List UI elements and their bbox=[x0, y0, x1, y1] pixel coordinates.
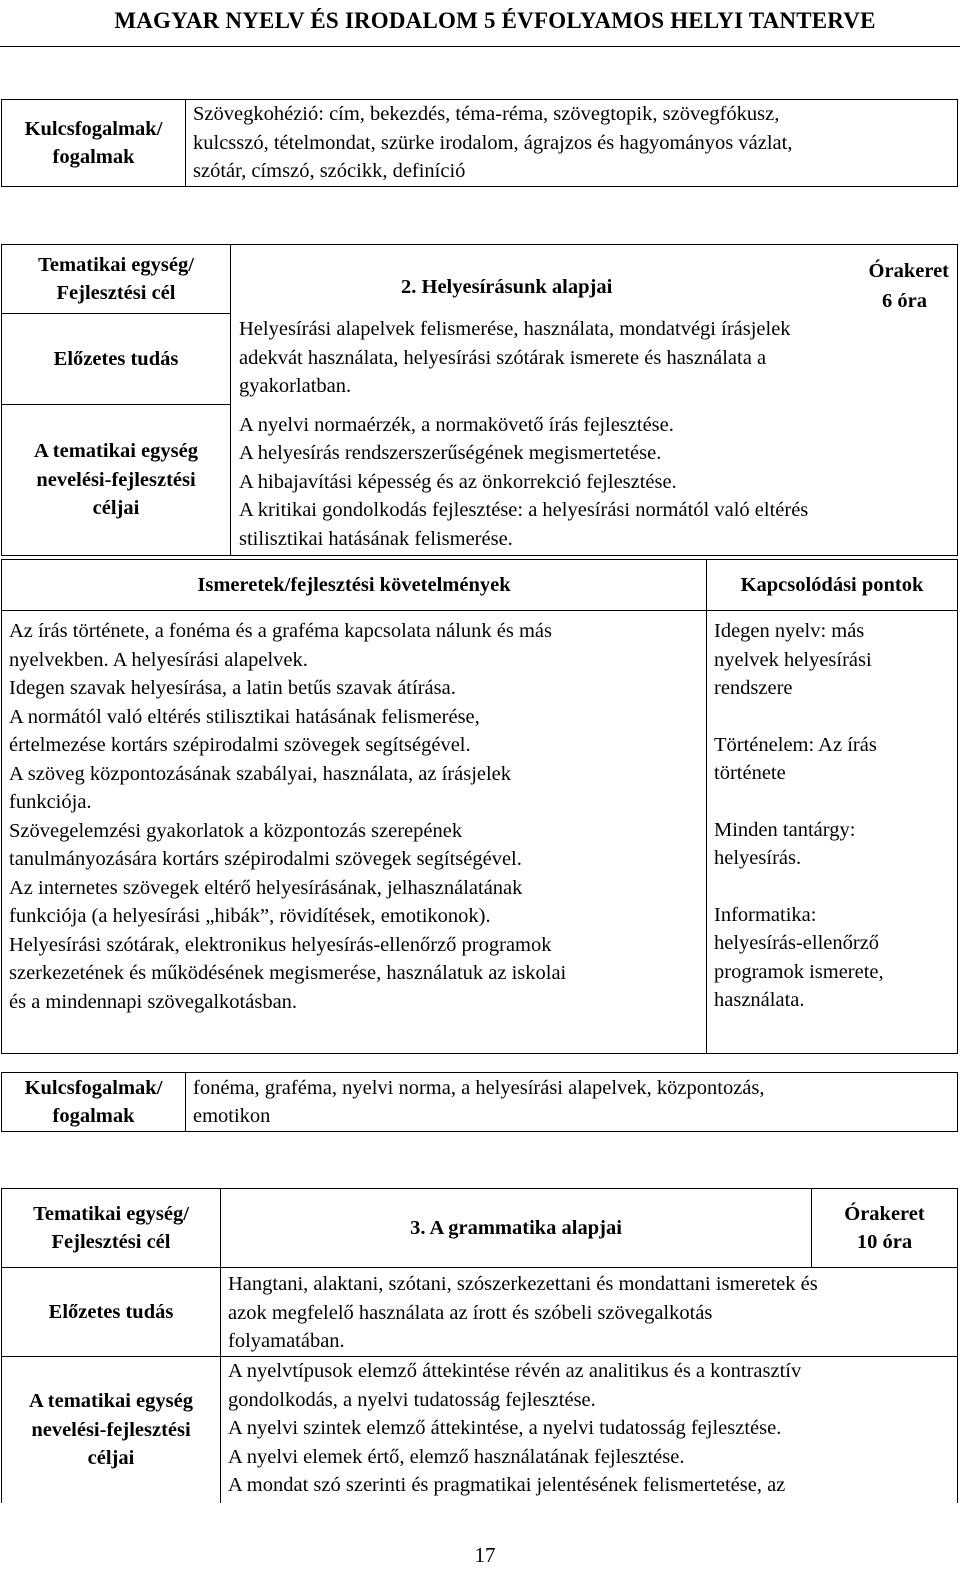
hours-value: 6 óra bbox=[882, 290, 927, 312]
goals-label: A tematikai egység nevelési-fejlesztési céljai bbox=[2, 1357, 221, 1504]
hours-value: 10 óra bbox=[856, 1231, 913, 1253]
prior-knowledge-text: Hangtani, alaktani, szótani, szószerkezettani és mondattani ismeretek és azok megfelelő használata az írott és szóbeli szövegalkotás folyamatában. bbox=[221, 1268, 958, 1357]
document-header-title: MAGYAR NYELV ÉS IRODALOM 5 ÉVFOLYAMOS HELYI TANTERVE bbox=[114, 8, 876, 33]
page-number: 17 bbox=[474, 1543, 496, 1567]
connection-all-subjects: Minden tantárgy: helyesírás. bbox=[714, 818, 856, 869]
requirements-text: Az írás története, a fonéma és a graféma kapcsolata nálunk és más nyelvekben. A helyesírási alapelvek. Idegen szavak helyesírása, a latin betűs szavak átírása. A normától való eltérés stilisztikai hatásának felismerése, értelmezése kortárs szépirodalmi szövegek segítségével. A szöveg központozásának szabályai, használata, az írásjelek funkciója. Szövegelemzési gyakorlatok a központozás szerepének tanulmányozására kortárs szépirodalmi szövegek segítségével. Az internetes szövegek eltérő helyesírásának, jelhasználatának funkciója (a helyesírási „hibák”, rövidítések, emotikonok). Helyesírási szótárak, elektronikus helyesírás-ellenőrző programok szerkezetének és működésének megismerése, használatuk az iskolai és a mindennapi szövegalkotásban. bbox=[2, 611, 707, 1054]
prior-knowledge-label: Előzetes tudás bbox=[2, 1268, 221, 1357]
prior-knowledge-text: Helyesírási alapelvek felismerése, használata, mondatvégi írásjelek adekvát használata, helyesírási szótárak ismerete és használata a gyakorlatban. bbox=[239, 318, 791, 397]
thematic-unit-table-3 bbox=[1, 1188, 958, 1503]
connections-text bbox=[707, 611, 958, 1054]
connections-header: Kapcsolódási pontok bbox=[707, 560, 958, 611]
hours-label: Órakeret bbox=[868, 260, 949, 282]
connection-foreign-language: Idegen nyelv: más nyelvek helyesírási rendszere bbox=[714, 620, 872, 699]
goals-label: A tematikai egység nevelési-fejlesztési céljai bbox=[2, 405, 231, 556]
keywords-table-1 bbox=[1, 99, 958, 187]
hours-label: Órakeret bbox=[844, 1202, 925, 1225]
unit-content bbox=[231, 245, 958, 556]
connection-history: Történelem: Az írás története bbox=[714, 733, 877, 784]
keywords-table-2 bbox=[1, 1072, 958, 1132]
keywords-text: Szövegkohézió: cím, bekezdés, téma-réma, szövegtopik, szövegfókusz, kulcsszó, tételmondat, szürke irodalom, ágrajzos és hagyományos vázlat, szótár, címszó, szócikk, definíció bbox=[186, 100, 958, 187]
goals-text: A nyelvi normaérzék, a normakövető írás fejlesztése. A helyesírás rendszerszerűségének megismertetése. A hibajavítási képesség és az önkorrekció fejlesztése. A kritikai gondolkodás fejlesztése: a helyesírási normától való eltérés stilisztikai hatásának felismerése. bbox=[239, 413, 809, 550]
connection-informatics: Informatika: helyesírás-ellenőrző programok ismerete, használata. bbox=[714, 903, 884, 1011]
keywords-label: Kulcsfogalmak/ fogalmak bbox=[2, 100, 186, 187]
requirements-table-2 bbox=[1, 559, 958, 1054]
hours-cell bbox=[812, 1189, 958, 1268]
requirements-header: Ismeretek/fejlesztési követelmények bbox=[2, 560, 707, 611]
unit-label: Tematikai egység/ Fejlesztési cél bbox=[2, 1189, 221, 1268]
unit-title: 2. Helyesírásunk alapjai bbox=[401, 276, 613, 298]
keywords-text: fonéma, graféma, nyelvi norma, a helyesírási alapelvek, központozás, emotikon bbox=[186, 1073, 958, 1132]
keywords-label: Kulcsfogalmak/ fogalmak bbox=[2, 1073, 186, 1132]
header-rule bbox=[0, 46, 960, 47]
thematic-unit-table-2 bbox=[1, 244, 958, 556]
prior-knowledge-label: Előzetes tudás bbox=[2, 314, 231, 405]
unit-title: 3. A grammatika alapjai bbox=[221, 1189, 812, 1268]
goals-text: A nyelvtípusok elemző áttekintése révén az analitikus és a kontrasztív gondolkodás, a nyelvi tudatosság fejlesztése. A nyelvi szintek elemző áttekintése, a nyelvi tudatosság fejlesztése. A nyelvi elemek értő, elemző használatának fejlesztése. A mondat szó szerinti és pragmatikai jelentésének felismertetése, az bbox=[221, 1357, 958, 1504]
unit-label: Tematikai egység/ Fejlesztési cél bbox=[2, 245, 231, 314]
